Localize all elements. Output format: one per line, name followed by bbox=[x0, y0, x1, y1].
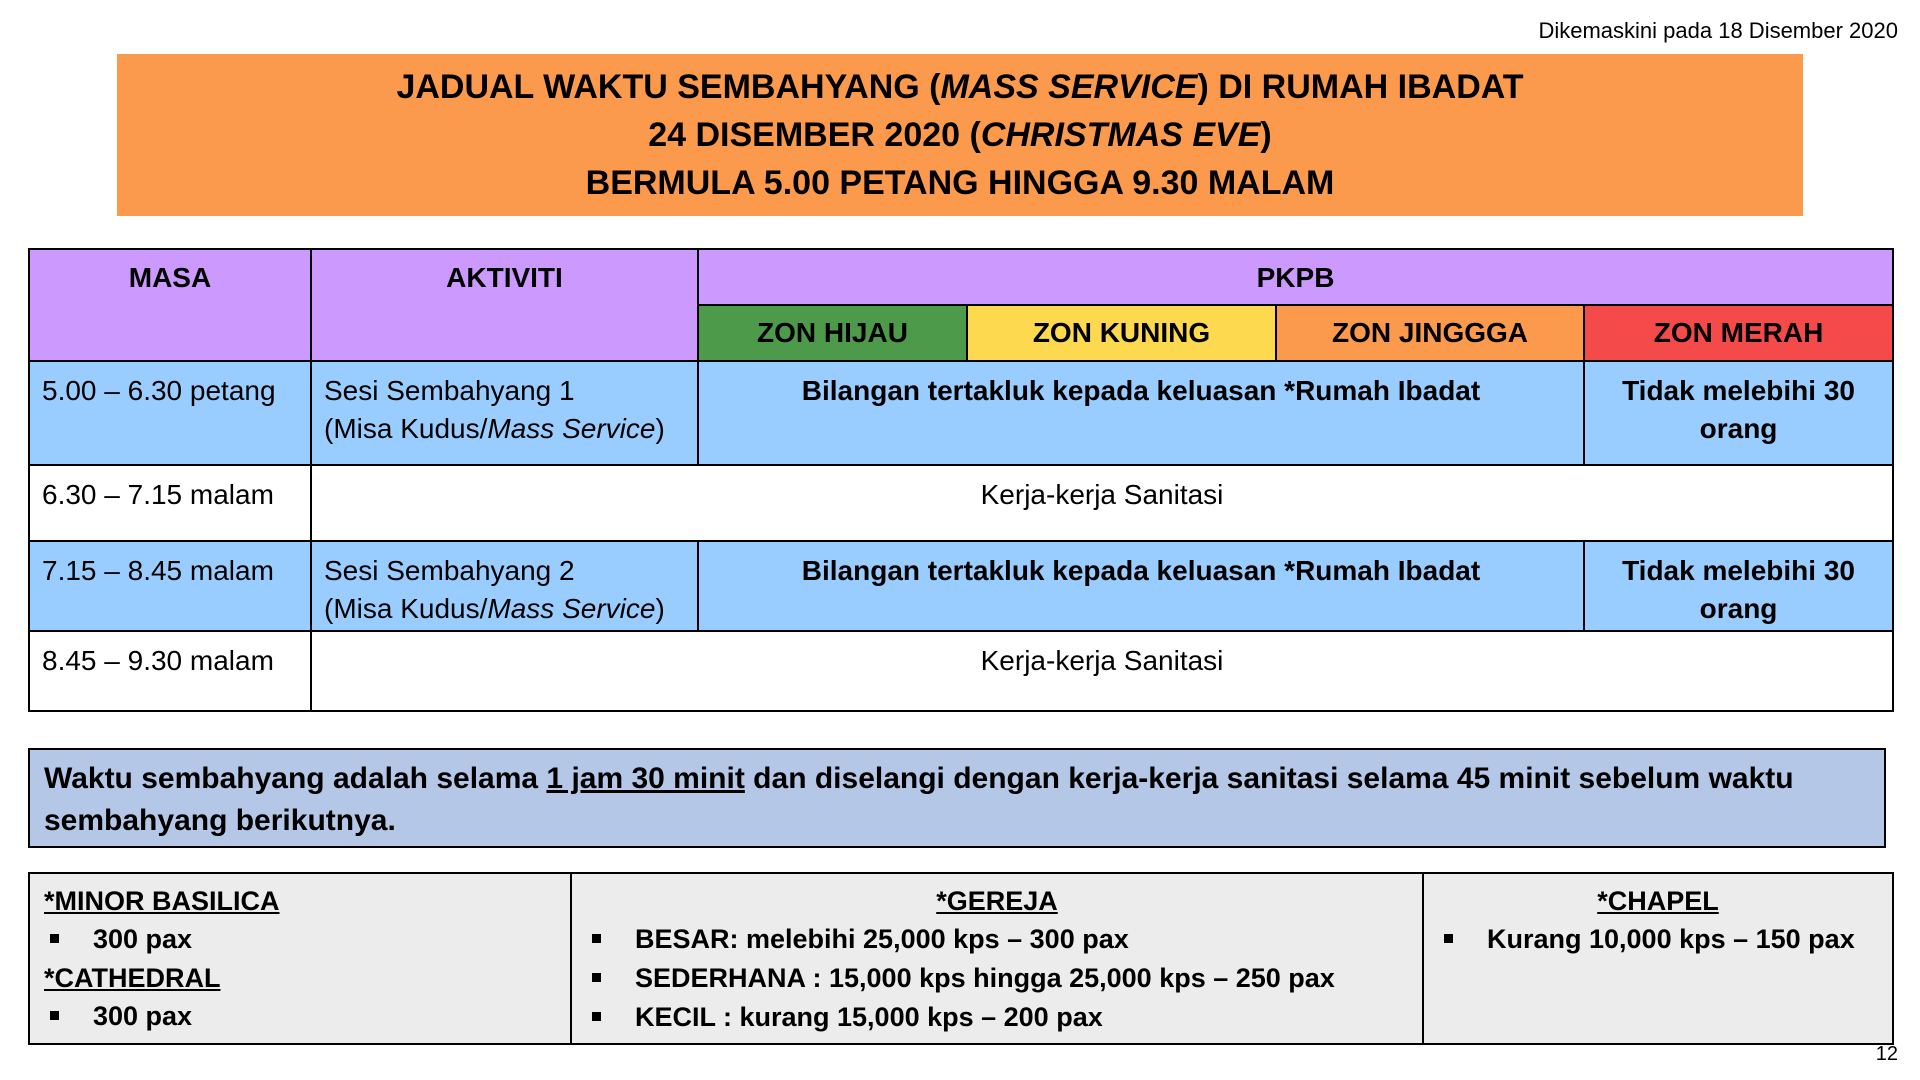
bullet-icon bbox=[592, 1012, 601, 1021]
gereja-title: *GEREJA bbox=[936, 886, 1058, 916]
bullet-icon bbox=[50, 934, 59, 943]
general-zone-limit: Bilangan tertakluk kepada keluasan *Rumah Ibadat bbox=[698, 541, 1584, 631]
zone-merah: ZON MERAH bbox=[1584, 305, 1893, 361]
list-item: KECIL : kurang 15,000 kps – 200 pax bbox=[586, 998, 1408, 1037]
time-cell: 7.15 – 8.45 malam bbox=[29, 541, 311, 631]
capacity-chapel bbox=[1423, 873, 1893, 1044]
chapel-title: *CHAPEL bbox=[1597, 886, 1719, 916]
table-row bbox=[29, 361, 1893, 465]
bullet-icon bbox=[592, 973, 601, 982]
bullet-icon bbox=[1444, 934, 1453, 943]
sanitation-cell: Kerja-kerja Sanitasi bbox=[311, 631, 1893, 711]
header-aktiviti: AKTIVITI bbox=[311, 249, 698, 361]
cathedral-title: *CATHEDRAL bbox=[44, 963, 221, 993]
time-cell: 5.00 – 6.30 petang bbox=[29, 361, 311, 465]
time-cell: 8.45 – 9.30 malam bbox=[29, 631, 311, 711]
zone-hijau: ZON HIJAU bbox=[698, 305, 967, 361]
minor-basilica-title: *MINOR BASILICA bbox=[44, 886, 280, 916]
title-line-1: JADUAL WAKTU SEMBAHYANG (MASS SERVICE) DI RUMAH IBADAT bbox=[396, 68, 1524, 106]
table-row bbox=[29, 631, 1893, 711]
table-row bbox=[29, 541, 1893, 631]
header-masa: MASA bbox=[29, 249, 311, 361]
capacity-basilica-cathedral bbox=[29, 873, 571, 1044]
page-number: 12 bbox=[1875, 1043, 1898, 1065]
bullet-icon bbox=[50, 1011, 59, 1020]
activity-cell: Sesi Sembahyang 1 (Misa Kudus/Mass Service) bbox=[311, 361, 698, 465]
capacity-table bbox=[28, 872, 1894, 1045]
zone-kuning: ZON KUNING bbox=[967, 305, 1276, 361]
bullet-icon bbox=[592, 934, 601, 943]
table-row bbox=[29, 465, 1893, 541]
title-line-2: 24 DISEMBER 2020 (CHRISTMAS EVE) bbox=[648, 116, 1272, 154]
page-title bbox=[117, 54, 1803, 216]
red-zone-limit: Tidak melebihi 30 orang bbox=[1584, 541, 1893, 631]
updated-date: Dikemaskini pada 18 Disember 2020 bbox=[1538, 18, 1898, 43]
list-item: SEDERHANA : 15,000 kps hingga 25,000 kps – 250 pax bbox=[586, 959, 1408, 998]
time-cell: 6.30 – 7.15 malam bbox=[29, 465, 311, 541]
capacity-gereja bbox=[571, 873, 1423, 1044]
duration-note: Waktu sembahyang adalah selama 1 jam 30 minit dan diselangi dengan kerja-kerja sanitasi selama 45 minit sebelum waktu sembahyang berikutnya. bbox=[28, 748, 1886, 848]
sanitation-cell: Kerja-kerja Sanitasi bbox=[311, 465, 1893, 541]
list-item: Kurang 10,000 kps – 150 pax bbox=[1438, 920, 1878, 959]
title-line-3: BERMULA 5.00 PETANG HINGGA 9.30 MALAM bbox=[585, 164, 1335, 202]
activity-cell: Sesi Sembahyang 2 (Misa Kudus/Mass Service) bbox=[311, 541, 698, 631]
schedule-table bbox=[28, 248, 1894, 712]
list-item: 300 pax bbox=[44, 920, 556, 959]
list-item: BESAR: melebihi 25,000 kps – 300 pax bbox=[586, 920, 1408, 959]
general-zone-limit: Bilangan tertakluk kepada keluasan *Rumah Ibadat bbox=[698, 361, 1584, 465]
header-pkpb: PKPB bbox=[698, 249, 1893, 305]
zone-jinggga: ZON JINGGGA bbox=[1276, 305, 1584, 361]
red-zone-limit: Tidak melebihi 30 orang bbox=[1584, 361, 1893, 465]
list-item: 300 pax bbox=[44, 997, 556, 1036]
